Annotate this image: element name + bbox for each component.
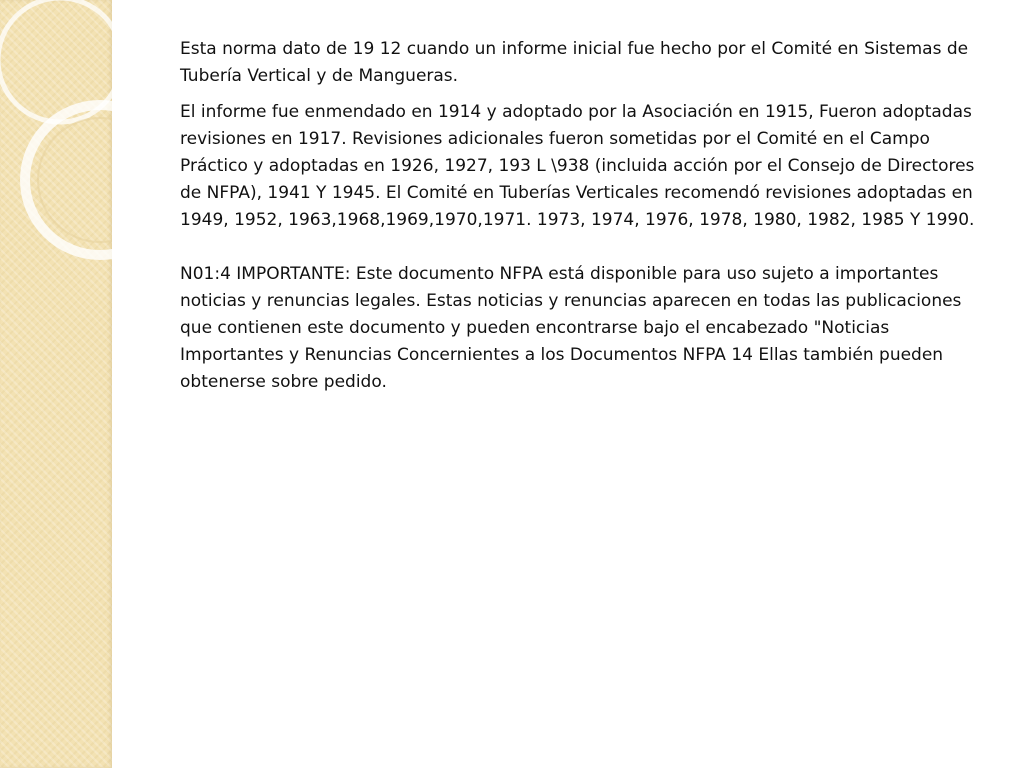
decorative-side-band: [0, 0, 112, 768]
paragraph-history: El informe fue enmendado en 1914 y adoptado por la Asociación en 1915, Fueron adoptadas revisiones en 1917. Revisiones adicionales fueron sometidas por el Comité en el Campo Práctico y adoptadas en 1926, 1927, 193 L \938 (incluida acción por el Consejo de Directores de NFPA), 1941 Y 1945. El Comité en Tuberías Verticales recomendó revisiones adoptadas en 1949, 1952, 1963,1968,1969,1970,1971. 1973, 1974, 1976, 1978, 1980, 1982, 1985 Y 1990.: [180, 102, 975, 230]
decorative-rings-icon: [0, 0, 112, 768]
paragraph-origin: Esta norma dato de 19 12 cuando un informe inicial fue hecho por el Comité en Sistemas de Tubería Vertical y de Mangueras.: [180, 39, 969, 86]
slide-body-text: [180, 36, 995, 405]
paragraph-important-notice: N01:4 IMPORTANTE: Este documento NFPA está disponible para uso sujeto a importantes noticias y renuncias legales. Estas noticias y renuncias aparecen en todas las publicaciones que contienen este documento y pueden encontrarse bajo el encabezado "Noticias Importantes y Renuncias Concernientes a los Documentos NFPA 14 Ellas también pueden obtenerse sobre pedido.: [180, 264, 962, 392]
